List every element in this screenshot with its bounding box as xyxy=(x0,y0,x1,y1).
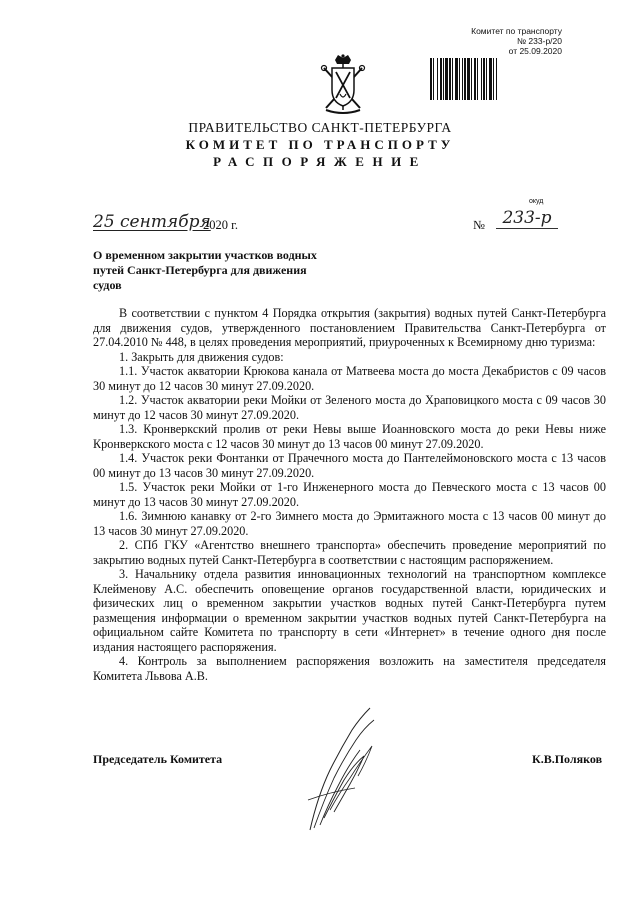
document-body xyxy=(93,306,606,683)
barcode-gap xyxy=(497,58,499,100)
handwritten-number: 233-р xyxy=(496,208,558,229)
signatory-title: Председатель Комитета xyxy=(93,752,223,766)
handwritten-signature-icon xyxy=(300,700,400,835)
paragraph-1-1: 1.1. Участок акватории Крюкова канала от Матвеева моста до моста Декабристов с 09 часов 30 минут до 12 часов 30 минут 27.09.2020. xyxy=(93,364,606,393)
paragraph-1-4: 1.4. Участок реки Фонтанки от Прачечного моста до Пантелеймоновского моста с 13 часов 00 минут до 13 часов 30 минут 27.09.2020. xyxy=(93,451,606,480)
committee-title: КОМИТЕТ ПО ТРАНСПОРТУ xyxy=(185,137,455,152)
barcode-icon xyxy=(430,58,570,100)
paragraph-3: 3. Начальнику отдела развития инновационных технологий на транспортном комплексе Клейменову А.С. обеспечить оповещение органов государственной власти, юридических и физических лиц о временном закрытии участков водных путей Санкт-Петербурга путем размещения информации о временном закрытии участков водных путей Санкт-Петербурга на официальном сайте Комитета по транспорту в сети «Интернет» в течение одного дня после издания настоящего распоряжения. xyxy=(93,567,606,654)
paragraph-2: 2. СПб ГКУ «Агентство внешнего транспорта» обеспечить проведение мероприятий по закрытию водных путей Санкт-Петербурга в соответствии с настоящим распоряжением. xyxy=(93,538,606,567)
paragraph-4: 4. Контроль за выполнением распоряжения возложить на заместителя председателя Комитета Львова А.В. xyxy=(93,654,606,683)
paragraph-1: 1. Закрыть для движения судов: xyxy=(119,349,284,364)
government-title: ПРАВИТЕЛЬСТВО САНКТ-ПЕТЕРБУРГА xyxy=(188,120,452,135)
stamp-number: № 233-р/20 xyxy=(516,36,562,46)
stamp-date: от 25.09.2020 xyxy=(508,46,562,56)
okud-label: окуд xyxy=(529,198,544,205)
coat-of-arms-icon xyxy=(318,54,368,116)
number-sign: № xyxy=(473,218,485,232)
paragraph-1-2: 1.2. Участок акватории реки Мойки от Зеленого моста до Храповицкого моста с 09 часов 30 минут до 12 часов 30 минут 27.09.2020. xyxy=(93,393,606,422)
paragraph-1-6: 1.6. Зимнюю канавку от 2-го Зимнего моста до Эрмитажного моста с 13 часов 00 минут до 13 часов 30 минут 27.09.2020. xyxy=(93,509,606,538)
handwritten-date: 25 сентября xyxy=(93,212,211,232)
paragraph-1-5: 1.5. Участок реки Мойки от 1-го Инженерного моста до Певческого моста с 13 часов 00 минут до 13 часов 30 минут 27.09.2020. xyxy=(93,480,606,509)
stamp-committee: Комитет по транспорту xyxy=(471,26,562,36)
intro-paragraph: В соответствии с пунктом 4 Порядка открытия (закрытия) водных путей Санкт-Петербурга для движения судов, утвержденного постановлением Правительства Санкт-Петербурга от 27.04.2010 № 448, в целях проведения мероприятий, приуроченных к Всемирному дню туризма: xyxy=(93,306,606,349)
registration-stamp xyxy=(430,26,570,100)
document-type-title: РАСПОРЯЖЕНИЕ xyxy=(213,154,427,169)
document-subject: О временном закрытии участков водных путей Санкт-Петербурга для движения судов xyxy=(93,248,317,292)
paragraph-1-3: 1.3. Кронверкский пролив от реки Невы выше Иоанновского моста до реки Невы ниже Кронверкского моста с 12 часов 30 минут до 13 часов 00 минут 27.09.2020. xyxy=(93,422,606,451)
date-year: 2020 г. xyxy=(203,218,238,232)
signatory-name: К.В.Поляков xyxy=(532,752,603,766)
